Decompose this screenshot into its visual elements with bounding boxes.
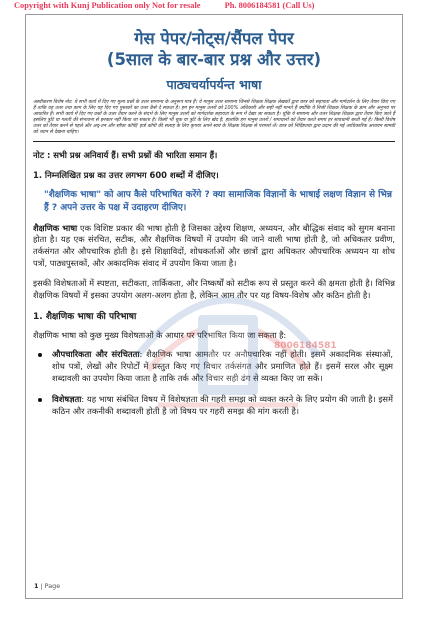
page-label: | Page bbox=[38, 582, 61, 590]
definition-list bbox=[33, 349, 395, 417]
page-footer bbox=[34, 582, 60, 590]
copyright-header bbox=[14, 1, 414, 10]
answer-paragraph-1-text: एक विशिष्ट प्रकार की भाषा होती है जिसका उद्देश्य शिक्षण, अध्ययन, और बौद्धिक संवाद को सुगम बनाना होता है। यह एक संरचित, सटीक, और शैक्षणिक विषयों में उपयोग की जाने वाली भाषा होती है, जो अधिकतर प्रवीण, तर्कसंगत और औपचारिक होती है। इसे शिक्षाविदों, शोधकर्ताओं और छात्रों द्वारा अधिकतर औपचारिक अध्ययन या शोध पत्रों, पाठ्यपुस्तकों, और अकादमिक संवाद में उपयोग किया जाता है। bbox=[33, 222, 395, 268]
list-item-text: : शैक्षणिक भाषा आमतौर पर अनौपचारिक नहीं होती। इसमें अकादमिक संस्थाओं, शोध पत्रों, लेखों और रिपोर्टों में प्रस्तुत किए गए विचार तर्कसंगत और प्रमाणित होते हैं। इसमें सरल और सूक्ष्म शब्दावली का उपयोग किया जाता है ताकि तर्क और विचार सही ढंग से व्यक्त किए जा सकें। bbox=[52, 349, 393, 383]
subject-heading: पाठ्यचर्यापर्यन्त भाषा bbox=[166, 77, 262, 92]
answer-paragraph-2: इसकी विशेषताओं में स्पष्टता, सटीकता, तार्किकता, और निष्कर्षों को सटीक रूप से प्रस्तुत करने की क्षमता होती है। विभिन्न शैक्षणिक विषयों में इसका उपयोग अलग-अलग होता है, लेकिन आम तौर पर यह विषय-विशेष और कठिन होती है। bbox=[33, 277, 395, 300]
list-item-label: विशेषज्ञता bbox=[52, 393, 82, 404]
answer-term: शैक्षणिक भाषा bbox=[33, 222, 78, 233]
answer-paragraph-1 bbox=[33, 223, 395, 270]
list-item bbox=[33, 394, 395, 418]
document-title: गेस पेपर/नोट्स/सैंपल पेपर bbox=[134, 29, 294, 48]
bullet-icon bbox=[38, 353, 42, 357]
list-item-label: औपचारिकता और संरचितता bbox=[52, 349, 140, 360]
document-page bbox=[25, 14, 403, 599]
contact-phone: Ph. 8006184581 (Call Us) bbox=[224, 1, 315, 10]
copyright-text: Copyright with Kunj Publication only Not for resale bbox=[14, 1, 201, 10]
list-item bbox=[33, 349, 395, 384]
question-text: "शैक्षणिक भाषा" को आप कैसे परिभाषित करेंगे ? क्या सामाजिक विज्ञानों के भाषाई लक्षण विज्ञान से भिन्न हैं ? अपने उत्तर के पक्ष में उदाहरण दीजिए। bbox=[44, 189, 392, 213]
divider bbox=[33, 141, 395, 142]
question-instruction: 1. निम्नलिखित प्रश्न का उत्तर लगभग 600 शब्दों में दीजिए। bbox=[33, 169, 219, 180]
watermark-phone: 8006184581 bbox=[274, 341, 337, 351]
disclaimer-text: अस्वीकरण विशेष नोट: ये सभी कार्य में दिए गए मूल्य प्रश्नों के उत्तर सामान्य के अनुरूप मात्र हैं। ये मानुस उत्तर सामान्य जिनसे शिक्षक शिक्षक लेखकों द्वारा छात्र को सहायता और मार्गदर्शन के लिए तैयार किए गए हैं ताकि वह उत्तर तथा काम के लिए यह दिए गए पुस्तकों का उत्तर कैसे दे सकता है। हम इन मानुस उत्तरों को 100% अधिकारी और सही नहीं मानते हैं क्योंकि ये निजी शिक्षक शिक्षक के ज्ञान और अनुभव पर आधारित हैं। सभी कार्य में दिए गए प्रश्नों के उत्तर तैयार करने के संदर्भ के लिए मानुस उत्तरों को मार्गदर्शक सहायता के रूप में देखा जा सकता है। चूंकि ये सामान्य और उत्तर शिक्षक शिक्षक द्वारा तैयार किए जाते हैं इसलिए त्रुटि या गलती की संभावना से इनकार नहीं किया जा सकता है। किसी भी चूक या त्रुटि के लिए खेद है, हालांकि हम मानुस उत्तरों / समाधानों को तैयार करते समय हर सावधानी बरती गई है। किसी विशेष उत्तर को तैयार करने से पहले और अद्-तन और सॉफ्ट कॉपी/ हार्ड कॉपी की सलाह के लिए कृपया अपने स्वयं के शिक्षक शिक्षक से परामर्श लें। छात्र को निर्दिष्टतया द्वारा प्रदान की गई आधिकारिक अध्ययन सामग्री को ध्यान से देखना चाहिए। bbox=[33, 100, 395, 136]
document-subtitle: (5साल के बार-बार प्रश्न और उत्तर) bbox=[106, 50, 322, 69]
section-heading: 1. शैक्षणिक भाषा की परिभाषा bbox=[33, 312, 137, 323]
list-item-text: : यह भाषा संबंधित विषय में विशेषज्ञता की गहरी समझ को व्यक्त करने के लिए प्रयोग की जाती है। इसमें कठिन और तकनीकी शब्दावली होती है जो विषय पर गहरी समझ की मांग करती है। bbox=[52, 393, 393, 416]
page-number: 1 bbox=[34, 582, 39, 590]
note-text: नोट : सभी प्रश्न अनिवार्य हैं। सभी प्रश्नों की भारिता समान हैं। bbox=[33, 149, 218, 160]
bullet-icon bbox=[38, 398, 42, 402]
section-intro: शैक्षणिक भाषा को कुछ मुख्य विशेषताओं के आधार पर परिभाषित किया जा सकता है: bbox=[33, 330, 287, 341]
